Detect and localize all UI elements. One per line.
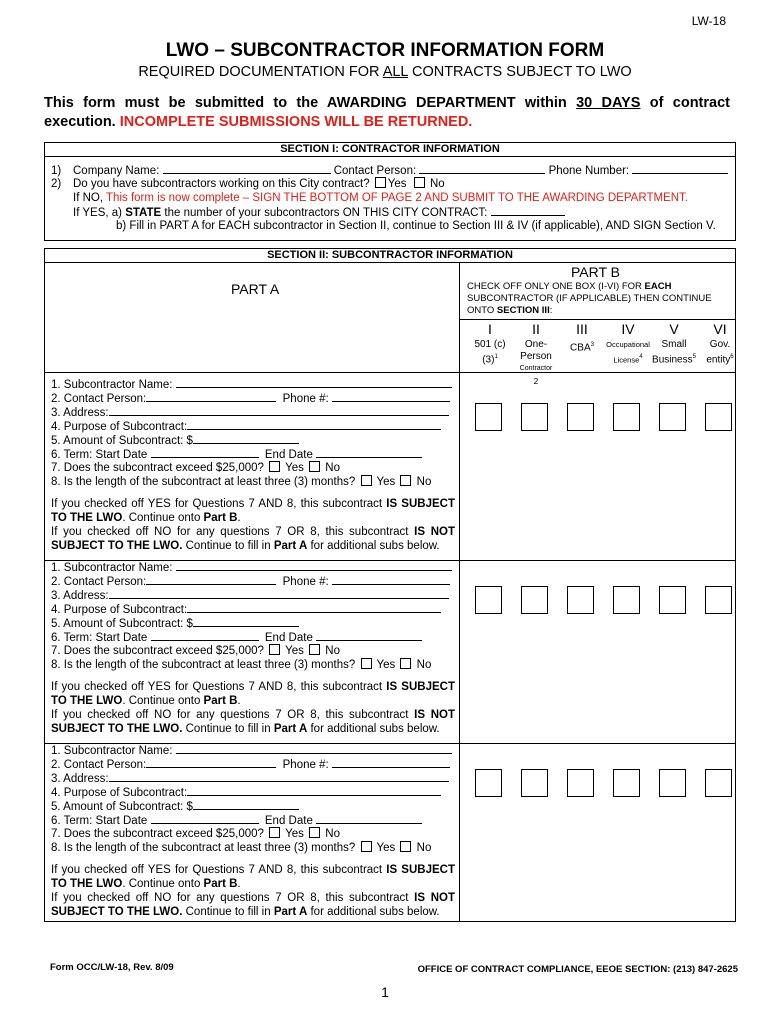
contact-person-label: Contact Person:: [333, 165, 417, 177]
amount-field[interactable]: [193, 433, 299, 444]
exceed-yes-checkbox[interactable]: [269, 461, 280, 472]
purpose-field[interactable]: [187, 602, 441, 613]
subcontractor-block-2: 1. Subcontractor Name: 2. Contact Person: Phone #: 3. Address: 4. Purpose of Subcontract: 5. Amount of Subcontract: $ 6. Term: Start Date End Date 7. Does the subcontract exceed $25,000? Yes No 8. Is the length of the subcontract at least three (3) months? Yes No If you checked off YES for Questions 7 AND 8, this subcontract IS SUBJECT TO THE LWO. Continue onto Part B. If you checked off NO for any questions 7 OR 8, this subcontract IS NOT SUBJECT TO THE LWO. Continue to fill in Part A for additional subs below.: [51, 562, 455, 735]
exceed-yes-checkbox[interactable]: [269, 827, 280, 838]
not-subject-to-lwo-note: If you checked off NO for any questions 7 OR 8, this subcontract IS NOT SUBJECT TO THE LWO. Continue to fill in Part A for additional subs below.: [51, 526, 455, 552]
subject-to-lwo-note: If you checked off YES for Questions 7 AND 8, this subcontract IS SUBJECT TO THE LWO. Continue onto Part B.: [51, 498, 455, 524]
part-b-checkbox-2[interactable]: [521, 769, 548, 797]
subcontractor-name-field[interactable]: [176, 560, 452, 571]
contact-person-field[interactable]: [146, 574, 276, 585]
section2-header: SECTION II: SUBCONTRACTOR INFORMATION: [45, 249, 735, 263]
contact-person-label: 2. Contact Person:: [51, 759, 147, 771]
part-b-checkbox-4[interactable]: [613, 586, 640, 614]
column-small-text: Contractor: [519, 365, 553, 372]
part-b-column-1: [467, 321, 513, 366]
part-b-checkbox-1[interactable]: [475, 403, 502, 431]
amount-label: 5. Amount of Subcontract: $: [51, 435, 193, 447]
phone-field[interactable]: [332, 574, 450, 585]
part-b-checkbox-4[interactable]: [613, 403, 640, 431]
form-code: LW-18: [691, 14, 726, 28]
part-b-boxes-3: [459, 769, 735, 799]
amount-label: 5. Amount of Subcontract: $: [51, 618, 193, 630]
part-b-checkbox-1[interactable]: [475, 586, 502, 614]
subcontractors-yes-checkbox[interactable]: [375, 177, 386, 188]
part-b-checkbox-2[interactable]: [521, 403, 548, 431]
start-date-label: 6. Term: Start Date: [51, 449, 148, 461]
exceed-question: 7. Does the subcontract exceed $25,000?: [51, 645, 264, 657]
phone-label: Phone #:: [282, 759, 329, 771]
part-b-column-3: [559, 321, 605, 354]
part-b-checkbox-3[interactable]: [567, 403, 594, 431]
part-b-boxes-1: [459, 403, 735, 433]
purpose-field[interactable]: [187, 785, 441, 796]
end-date-field[interactable]: [316, 447, 422, 458]
part-b-checkbox-5[interactable]: [659, 586, 686, 614]
column-numeral: II: [532, 321, 540, 337]
start-date-field[interactable]: [151, 447, 259, 458]
not-subject-to-lwo-note: If you checked off NO for any questions 7 OR 8, this subcontract IS NOT SUBJECT TO THE LWO. Continue to fill in Part A for additional subs below.: [51, 709, 455, 735]
subcontractors-question: Do you have subcontractors working on this City contract?: [73, 178, 370, 190]
start-date-label: 6. Term: Start Date: [51, 632, 148, 644]
part-b-label: PART B: [571, 264, 621, 280]
subject-to-lwo-note: If you checked off YES for Questions 7 AND 8, this subcontract IS SUBJECT TO THE LWO. Continue onto Part B.: [51, 681, 455, 707]
column-description: CBA$^3$: [570, 342, 594, 354]
page-subtitle: REQUIRED DOCUMENTATION FOR ALL CONTRACTS SUBJECT TO LWO: [138, 64, 632, 80]
subject-to-lwo-note: If you checked off YES for Questions 7 AND 8, this subcontract IS SUBJECT TO THE LWO. Continue onto Part B.: [51, 864, 455, 890]
phone-field[interactable]: [332, 391, 450, 402]
column-description: Occupational License$^4$: [606, 340, 650, 365]
end-date-field[interactable]: [316, 630, 422, 641]
length-yes-checkbox[interactable]: [361, 658, 372, 669]
subcontractor-name-label: 1. Subcontractor Name:: [51, 379, 173, 391]
purpose-label: 4. Purpose of Subcontract:: [51, 604, 188, 616]
address-label: 3. Address:: [51, 773, 109, 785]
exceed-no-checkbox[interactable]: [309, 461, 320, 472]
part-b-column-2: [513, 321, 559, 392]
contact-person-field[interactable]: [146, 391, 276, 402]
length-question: 8. Is the length of the subcontract at least three (3) months?: [51, 659, 356, 671]
part-b-checkbox-6[interactable]: [705, 586, 732, 614]
part-b-checkbox-1[interactable]: [475, 769, 502, 797]
purpose-field[interactable]: [187, 419, 441, 430]
section-subcontractor-info: [44, 248, 736, 922]
end-date-label: End Date: [264, 449, 313, 461]
column-description: One-Person Contractor $^2$: [513, 339, 559, 392]
part-a-label: PART A: [231, 281, 280, 297]
amount-label: 5. Amount of Subcontract: $: [51, 801, 193, 813]
length-no-checkbox[interactable]: [400, 475, 411, 486]
start-date-field[interactable]: [151, 630, 259, 641]
page-number: 1: [381, 984, 389, 1000]
company-name-label: Company Name:: [73, 165, 160, 177]
part-b-column-6: [697, 321, 743, 366]
part-b-boxes-2: [459, 586, 735, 616]
part-b-checkbox-6[interactable]: [705, 403, 732, 431]
address-field[interactable]: [109, 405, 449, 416]
address-label: 3. Address:: [51, 407, 109, 419]
part-b-checkbox-6[interactable]: [705, 769, 732, 797]
column-numeral: V: [669, 321, 679, 337]
exceed-yes-checkbox[interactable]: [269, 644, 280, 655]
subcontractor-count-field[interactable]: [491, 205, 565, 216]
length-question: 8. Is the length of the subcontract at least three (3) months?: [51, 842, 356, 854]
phone-label: Phone #:: [282, 576, 329, 588]
end-date-label: End Date: [264, 632, 313, 644]
column-description: Small Business$^5$: [652, 339, 696, 366]
phone-label: Phone #:: [282, 393, 329, 405]
subcontractors-no-checkbox[interactable]: [414, 177, 425, 188]
not-subject-to-lwo-note: If you checked off NO for any questions 7 OR 8, this subcontract IS NOT SUBJECT TO THE LWO. Continue to fill in Part A for additional subs below.: [51, 892, 455, 918]
column-description: 501 $(c)(3)^1$: [474, 339, 506, 366]
phone-number-label: Phone Number:: [548, 165, 630, 177]
contact-person-field[interactable]: [146, 757, 276, 768]
office-contact: OFFICE OF CONTRACT COMPLIANCE, EEOE SECTION: (213) 847-2625: [417, 964, 738, 975]
part-b-columns: [459, 321, 735, 386]
length-yes-checkbox[interactable]: [361, 841, 372, 852]
page-title: LWO – SUBCONTRACTOR INFORMATION FORM: [165, 40, 605, 61]
amount-field[interactable]: [193, 799, 299, 810]
phone-field[interactable]: [332, 757, 450, 768]
address-field[interactable]: [109, 771, 449, 782]
column-numeral: IV: [621, 321, 635, 337]
amount-field[interactable]: [193, 616, 299, 627]
part-b-instructions: CHECK OFF ONLY ONE BOX (I-VI) FOR EACH SUBCONTRACTOR (IF APPLICABLE) THEN CONTINUE ONTO SECTION III:: [467, 281, 712, 316]
if-yes-b-instruction: b) Fill in PART A for EACH subcontractor in Section II, continue to Section III & IV (if applicable), AND SIGN Section V.: [116, 220, 716, 232]
part-b-checkbox-4[interactable]: [613, 769, 640, 797]
subcontractor-block-3: 1. Subcontractor Name: 2. Contact Person: Phone #: 3. Address: 4. Purpose of Subcontract: 5. Amount of Subcontract: $ 6. Term: Start Date End Date 7. Does the subcontract exceed $25,000? Yes No 8. Is the length of the subcontract at least three (3) months? Yes No If you checked off YES for Questions 7 AND 8, this subcontract IS SUBJECT TO THE LWO. Continue onto Part B. If you checked off NO for any questions 7 OR 8, this subcontract IS NOT SUBJECT TO THE LWO. Continue to fill in Part A for additional subs below.: [51, 745, 455, 918]
subcontractor-name-label: 1. Subcontractor Name:: [51, 745, 173, 757]
part-b-checkbox-2[interactable]: [521, 586, 548, 614]
intro-text: This form must be submitted to the AWARDING DEPARTMENT within 30 DAYS of contract execution. INCOMPLETE SUBMISSIONS WILL BE RETURNED.: [44, 95, 730, 130]
exceed-no-checkbox[interactable]: [309, 827, 320, 838]
section-contractor-info: SECTION I: CONTRACTOR INFORMATION 1) Company Name: Contact Person: Phone Number: 2) Do you have subcontractors working on this City contract? Yes No If NO, This form is now complete – SIGN THE BOTTOM OF PAGE 2 AND SUBMIT TO THE AWARDING DEPARTMENT. If YES, a) STATE the number of your subcontractors ON THIS CITY CONTRACT: b) Fill in PART A for EACH subcontractor in Section II, continue to Section III & IV (if applicable), AND SIGN Section V.: [44, 142, 736, 241]
subcontractor-name-field[interactable]: [176, 377, 452, 388]
length-no-checkbox[interactable]: [400, 841, 411, 852]
subcontractor-block-1: 1. Subcontractor Name: 2. Contact Person: Phone #: 3. Address: 4. Purpose of Subcontract: 5. Amount of Subcontract: $ 6. Term: Start Date End Date 7. Does the subcontract exceed $25,000? Yes No 8. Is the length of the subcontract at least three (3) months? Yes No If you checked off YES for Questions 7 AND 8, this subcontract IS SUBJECT TO THE LWO. Continue onto Part B. If you checked off NO for any questions 7 OR 8, this subcontract IS NOT SUBJECT TO THE LWO. Continue to fill in Part A for additional subs below.: [51, 379, 455, 552]
length-question: 8. Is the length of the subcontract at least three (3) months?: [51, 476, 356, 488]
exceed-question: 7. Does the subcontract exceed $25,000?: [51, 462, 264, 474]
part-b-column-5: [651, 321, 697, 366]
part-b-checkbox-3[interactable]: [567, 586, 594, 614]
part-b-checkbox-3[interactable]: [567, 769, 594, 797]
purpose-label: 4. Purpose of Subcontract:: [51, 421, 188, 433]
end-date-label: End Date: [264, 815, 313, 827]
subcontractor-name-field[interactable]: [176, 743, 452, 754]
start-date-field[interactable]: [151, 813, 259, 824]
contact-person-label: 2. Contact Person:: [51, 393, 147, 405]
subcontractor-name-label: 1. Subcontractor Name:: [51, 562, 173, 574]
company-name-field[interactable]: [163, 163, 331, 174]
length-no-checkbox[interactable]: [400, 658, 411, 669]
purpose-label: 4. Purpose of Subcontract:: [51, 787, 188, 799]
contact-person-field[interactable]: [419, 163, 545, 174]
contact-person-label: 2. Contact Person:: [51, 576, 147, 588]
address-field[interactable]: [109, 588, 449, 599]
part-b-checkbox-5[interactable]: [659, 403, 686, 431]
column-numeral: III: [576, 321, 588, 337]
exceed-question: 7. Does the subcontract exceed $25,000?: [51, 828, 264, 840]
end-date-field[interactable]: [316, 813, 422, 824]
section1-header: SECTION I: CONTRACTOR INFORMATION: [45, 143, 735, 157]
column-description: Gov. entity$^6$: [706, 339, 734, 366]
part-b-column-4: [605, 321, 651, 366]
form-revision: Form OCC/LW-18, Rev. 8/09: [50, 962, 174, 973]
address-label: 3. Address:: [51, 590, 109, 602]
column-numeral: I: [488, 321, 492, 337]
start-date-label: 6. Term: Start Date: [51, 815, 148, 827]
part-b-checkbox-5[interactable]: [659, 769, 686, 797]
phone-number-field[interactable]: [632, 163, 728, 174]
column-numeral: VI: [713, 321, 727, 337]
exceed-no-checkbox[interactable]: [309, 644, 320, 655]
length-yes-checkbox[interactable]: [361, 475, 372, 486]
if-no-instruction: This form is now complete – SIGN THE BOTTOM OF PAGE 2 AND SUBMIT TO THE AWARDING DEPARTMENT.: [106, 192, 688, 204]
